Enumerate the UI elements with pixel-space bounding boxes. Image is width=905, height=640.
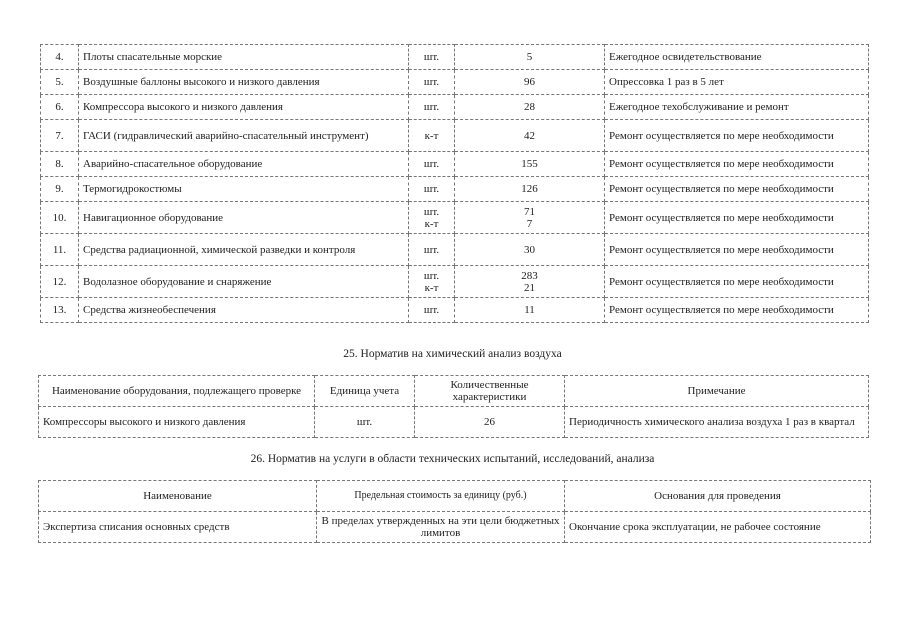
service-name: Экспертиза списания основных средств	[39, 512, 317, 543]
price-cell: В пределах утвержденных на эти цели бюджетных лимитов	[317, 512, 565, 543]
table-row	[41, 95, 869, 120]
column-header: Наименование	[39, 481, 317, 512]
unit-cell	[409, 45, 455, 70]
row-number-text: 13.	[52, 304, 67, 316]
quantity-cell-text: 42	[524, 129, 535, 142]
column-header: Наименование оборудования, подлежащего проверке	[39, 376, 315, 407]
quantity-cell	[455, 95, 605, 120]
note-cell	[605, 202, 869, 234]
equipment-name: Компрессоры высокого и низкого давления	[39, 407, 315, 438]
row-number-text: 9.	[55, 183, 64, 195]
note-cell-text: Опрессовка 1 раз в 5 лет	[609, 76, 724, 88]
note-cell	[605, 298, 869, 323]
unit-cell-text: к-т	[424, 129, 439, 142]
basis-cell: Окончание срока эксплуатации, не рабочее состояние	[565, 512, 871, 543]
equipment-name	[79, 120, 409, 152]
row-number	[41, 177, 79, 202]
row-number	[41, 266, 79, 298]
note-cell: Периодичность химического анализа воздуха 1 раз в квартал	[565, 407, 869, 438]
quantity-cell-text: 155	[521, 158, 538, 170]
column-header: Предельная стоимость за единицу (руб.)	[317, 481, 565, 512]
column-header: Количественные характеристики	[415, 376, 565, 407]
equipment-name	[79, 152, 409, 177]
section-26-title: 26. Норматив на услуги в области технических испытаний, исследований, анализа	[250, 453, 655, 465]
equipment-name-text: Компрессора высокого и низкого давления	[83, 101, 283, 113]
unit-cell-text: шт.	[423, 76, 440, 88]
quantity-cell	[455, 202, 605, 234]
unit-cell	[409, 152, 455, 177]
unit-cell	[409, 298, 455, 323]
equipment-table-body	[41, 45, 869, 323]
unit-cell	[409, 70, 455, 95]
quantity-cell	[455, 234, 605, 266]
equipment-name	[79, 234, 409, 266]
note-cell-text: Ремонт осуществляется по мере необходимости	[609, 129, 834, 142]
note-cell-text: Ремонт осуществляется по мере необходимости	[609, 275, 834, 288]
unit-cell: шт.	[315, 407, 415, 438]
note-cell	[605, 234, 869, 266]
note-cell	[605, 266, 869, 298]
row-number	[41, 234, 79, 266]
row-number-text: 4.	[55, 51, 64, 63]
unit-cell-text: шт.	[423, 101, 440, 113]
quantity-cell	[455, 120, 605, 152]
unit-cell	[409, 202, 455, 234]
equipment-name-text: Средства жизнеобеспечения	[83, 304, 216, 316]
table-row	[41, 234, 869, 266]
table-row	[41, 266, 869, 298]
equipment-name-text: Навигационное оборудование	[83, 211, 224, 224]
row-number	[41, 70, 79, 95]
unit-cell-text: шт.	[423, 269, 440, 282]
unit-cell-text: шт.	[423, 158, 440, 170]
row-number-text: 5.	[55, 76, 64, 88]
equipment-name	[79, 202, 409, 234]
quantity-cell	[455, 266, 605, 298]
equipment-name-text: Средства радиационной, химической разведки и контроля	[83, 243, 356, 256]
equipment-name	[79, 266, 409, 298]
equipment-name	[79, 45, 409, 70]
table-row	[39, 407, 869, 438]
quantity-cell-text: 11	[524, 304, 535, 316]
note-cell	[605, 70, 869, 95]
quantity-cell-text: 5	[526, 51, 533, 63]
technical-services-table	[38, 480, 871, 543]
section-25-title: 25. Норматив на химический анализ воздуха	[343, 348, 562, 360]
quantity-cell	[455, 298, 605, 323]
column-header: Единица учета	[315, 376, 415, 407]
note-cell	[605, 95, 869, 120]
table-row	[41, 152, 869, 177]
note-cell	[605, 45, 869, 70]
row-number-text: 8.	[55, 158, 64, 170]
table-header-row	[39, 481, 871, 512]
equipment-name	[79, 70, 409, 95]
unit-cell-text: шт.	[423, 183, 440, 195]
table-row	[41, 45, 869, 70]
quantity-cell-text: 96	[524, 76, 535, 88]
row-number	[41, 120, 79, 152]
table-row	[41, 120, 869, 152]
quantity-cell-text: 21	[524, 281, 535, 294]
quantity-cell	[455, 177, 605, 202]
equipment-name-text: Водолазное оборудование и снаряжение	[83, 275, 272, 288]
note-cell-text: Ремонт осуществляется по мере необходимости	[609, 183, 834, 195]
note-cell	[605, 120, 869, 152]
unit-cell-text: шт.	[423, 205, 440, 218]
row-number	[41, 298, 79, 323]
quantity-cell	[455, 70, 605, 95]
column-header: Основания для проведения	[565, 481, 871, 512]
unit-cell-text: шт.	[423, 243, 440, 256]
unit-cell	[409, 120, 455, 152]
row-number-text: 6.	[55, 101, 64, 113]
equipment-table	[40, 44, 869, 323]
unit-cell	[409, 177, 455, 202]
unit-cell-text: шт.	[423, 51, 440, 63]
equipment-name-text: Плоты спасательные морские	[83, 51, 223, 63]
note-cell	[605, 152, 869, 177]
unit-cell-text: к-т	[424, 281, 439, 294]
unit-cell	[409, 95, 455, 120]
equipment-name	[79, 177, 409, 202]
row-number-text: 7.	[55, 129, 64, 142]
row-number-text: 10.	[52, 211, 67, 224]
quantity-cell-text: 283	[521, 269, 538, 282]
table-row	[41, 298, 869, 323]
air-analysis-table	[38, 375, 869, 438]
unit-cell-text: к-т	[424, 217, 439, 230]
table-row	[41, 202, 869, 234]
unit-cell-text: шт.	[423, 304, 440, 316]
note-cell-text: Ремонт осуществляется по мере необходимости	[609, 243, 834, 256]
quantity-cell: 26	[415, 407, 565, 438]
equipment-name-text: ГАСИ (гидравлический аварийно-спасательный инструмент)	[83, 129, 369, 142]
unit-cell	[409, 266, 455, 298]
quantity-cell	[455, 45, 605, 70]
row-number-text: 11.	[52, 243, 67, 256]
row-number	[41, 152, 79, 177]
table-row	[41, 70, 869, 95]
note-cell-text: Ремонт осуществляется по мере необходимости	[609, 158, 834, 170]
equipment-name	[79, 298, 409, 323]
equipment-name	[79, 95, 409, 120]
quantity-cell	[455, 152, 605, 177]
note-cell-text: Ежегодное техобслуживание и ремонт	[609, 101, 789, 113]
note-cell-text: Ремонт осуществляется по мере необходимости	[609, 211, 834, 224]
unit-cell	[409, 234, 455, 266]
column-header: Примечание	[565, 376, 869, 407]
row-number	[41, 95, 79, 120]
quantity-cell-text: 71	[524, 205, 535, 218]
note-cell-text: Ремонт осуществляется по мере необходимости	[609, 304, 834, 316]
quantity-cell-text: 126	[521, 183, 538, 195]
row-number	[41, 45, 79, 70]
table-row	[41, 177, 869, 202]
table-row	[39, 512, 871, 543]
row-number	[41, 202, 79, 234]
note-cell-text: Ежегодное освидетельствование	[609, 51, 762, 63]
equipment-name-text: Аварийно-спасательное оборудование	[83, 158, 263, 170]
quantity-cell-text: 30	[524, 243, 535, 256]
quantity-cell-text: 7	[526, 217, 533, 230]
note-cell	[605, 177, 869, 202]
quantity-cell-text: 28	[524, 101, 535, 113]
table-header-row	[39, 376, 869, 407]
equipment-name-text: Воздушные баллоны высокого и низкого давления	[83, 76, 320, 88]
row-number-text: 12.	[52, 275, 67, 288]
equipment-name-text: Термогидрокостюмы	[83, 183, 182, 195]
